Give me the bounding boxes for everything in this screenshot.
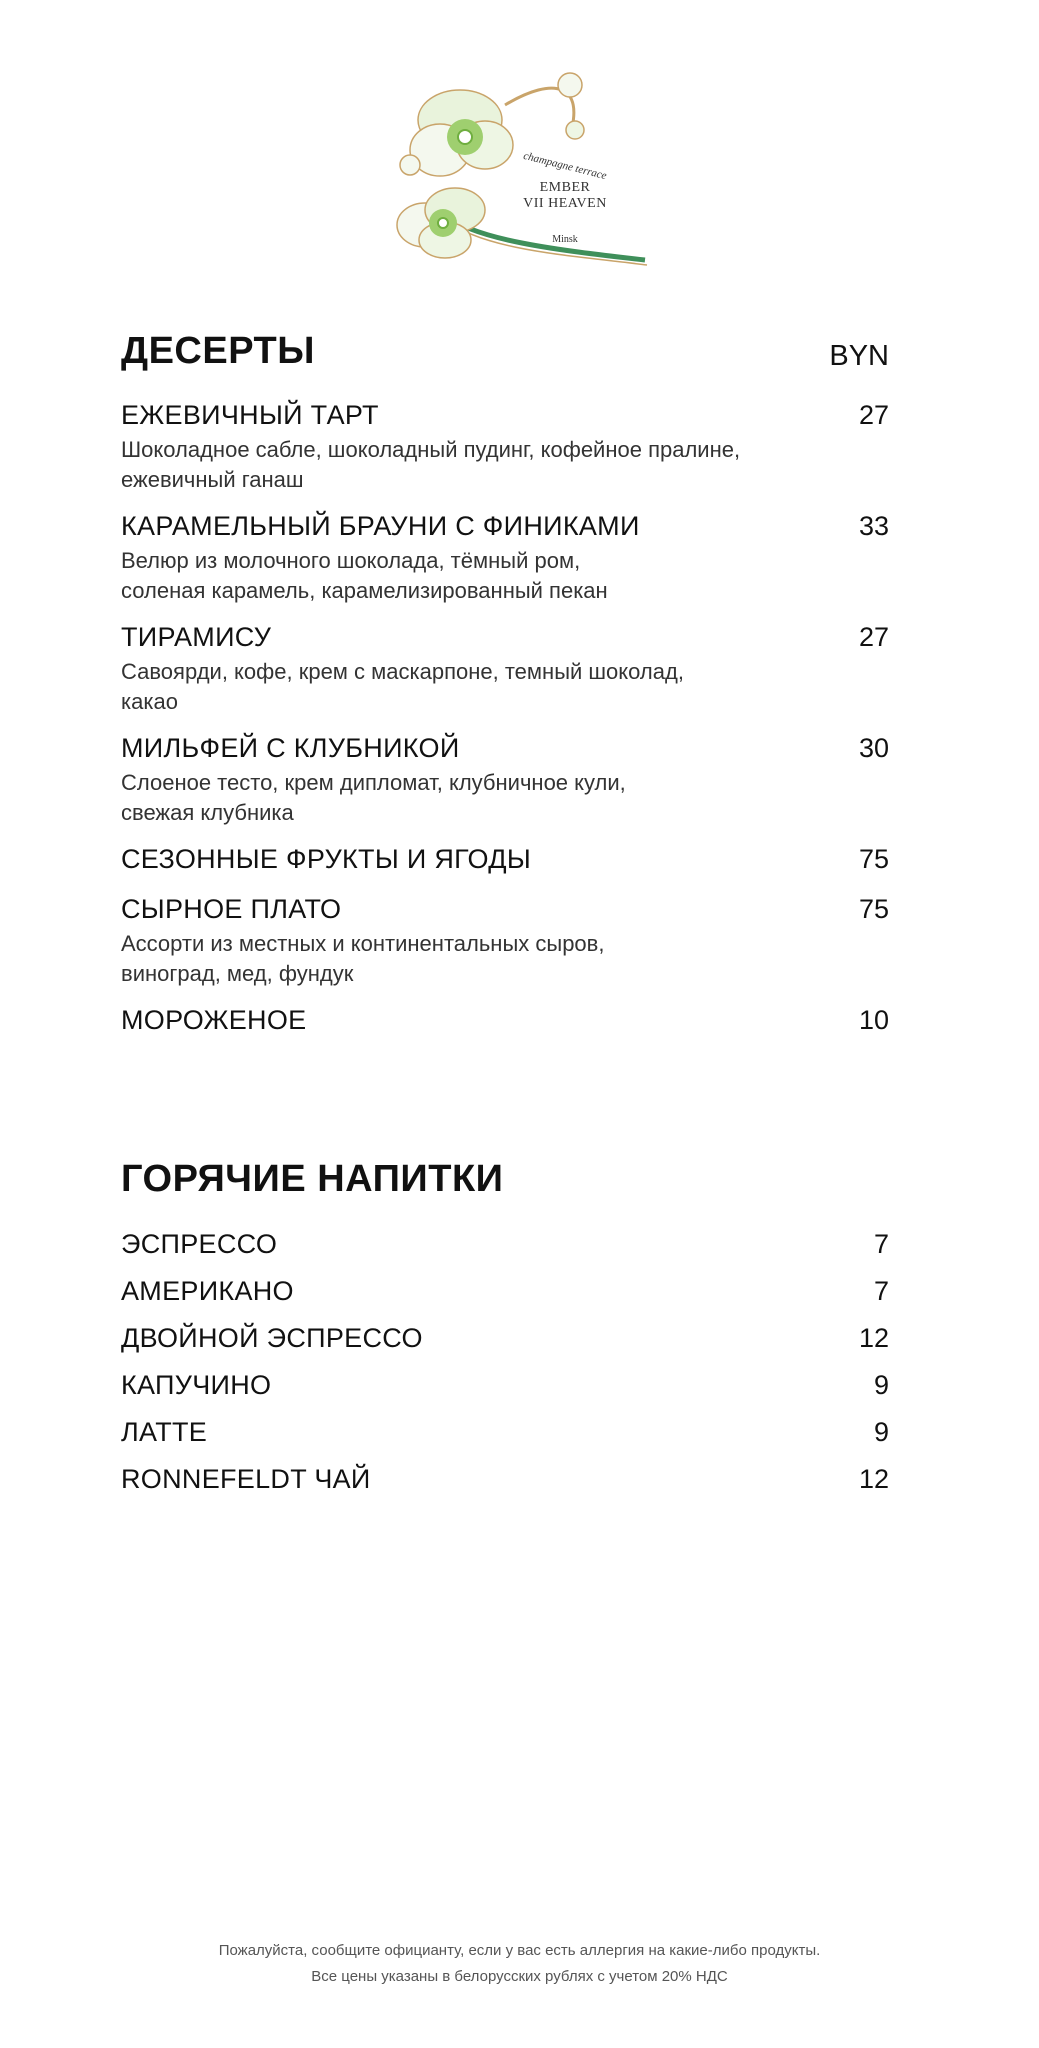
item-description: Савоярди, кофе, крем с маскарпоне, темный шоколад, какао: [121, 659, 684, 714]
item-name: КАРАМЕЛЬНЫЙ БРАУНИ С ФИНИКАМИ: [121, 511, 640, 541]
item-price: 33: [858, 511, 889, 541]
item-name: МОРОЖЕНОЕ: [121, 1005, 307, 1035]
logo-city: Minsk: [552, 234, 578, 245]
item-name: ЕЖЕВИЧНЫЙ ТАРТ: [121, 400, 379, 430]
logo-name-line1: EMBER: [539, 180, 591, 195]
hot-drinks-title: ГОРЯЧИЕ НАПИТКИ: [121, 1158, 504, 1200]
menu-item: [121, 1370, 889, 1401]
item-price: 27: [858, 622, 889, 652]
menu-item: [121, 1464, 889, 1495]
menu-item: [121, 1323, 889, 1354]
menu-item: [121, 1417, 889, 1448]
menu-item: [121, 894, 889, 989]
menu-item: [121, 622, 889, 717]
footer-note: [0, 1938, 1039, 1990]
menu-item: [121, 511, 889, 606]
item-price: 27: [858, 400, 889, 430]
item-description: Велюр из молочного шоколада, тёмный ром, соленая карамель, карамелизированный пекан: [121, 548, 608, 603]
item-name: RONNEFELDT ЧАЙ: [121, 1464, 371, 1494]
item-description: Шоколадное сабле, шоколадный пудинг, кофейное пралине, ежевичный ганаш: [121, 437, 741, 492]
item-description: Слоеное тесто, крем дипломат, клубничное кули, свежая клубника: [121, 770, 626, 825]
menu-item: [121, 1276, 889, 1307]
item-price: 9: [873, 1370, 889, 1400]
item-price: 30: [858, 733, 889, 763]
logo-text: [500, 149, 630, 245]
logo-name-line2: VII HEAVEN: [523, 196, 607, 211]
item-name: ДВОЙНОЙ ЭСПРЕССО: [121, 1323, 423, 1353]
item-name: ТИРАМИСУ: [121, 622, 272, 652]
menu-item: [121, 1005, 889, 1036]
item-name: ЭСПРЕССО: [121, 1229, 278, 1259]
item-name: МИЛЬФЕЙ С КЛУБНИКОЙ: [121, 733, 460, 763]
item-price: 9: [873, 1417, 889, 1447]
desserts-title: ДЕСЕРТЫ: [121, 330, 315, 372]
item-price: 12: [858, 1323, 889, 1353]
menu-item: [121, 733, 889, 828]
restaurant-logo: [385, 65, 655, 280]
item-price: 7: [873, 1276, 889, 1306]
item-price: 10: [858, 1005, 889, 1035]
allergy-note: Пожалуйста, сообщите официанту, если у вас есть аллергия на какие-либо продукты.: [218, 1942, 821, 1959]
item-name: СЫРНОЕ ПЛАТО: [121, 894, 342, 924]
item-name: КАПУЧИНО: [121, 1370, 272, 1400]
currency-label: BYN: [829, 340, 889, 372]
menu-item: [121, 844, 889, 875]
menu-item: [121, 400, 889, 495]
item-price: 75: [858, 894, 889, 924]
logo-subtitle: champagne terrace: [522, 149, 608, 183]
price-note: Все цены указаны в белорусских рублях с учетом 20% НДС: [311, 1968, 728, 1985]
item-description: Ассорти из местных и континентальных сыров, виноград, мед, фундук: [121, 931, 605, 986]
item-name: ЛАТТЕ: [121, 1417, 208, 1447]
menu-item: [121, 1229, 889, 1260]
item-name: АМЕРИКАНО: [121, 1276, 294, 1306]
item-name: СЕЗОННЫЕ ФРУКТЫ И ЯГОДЫ: [121, 844, 532, 874]
item-price: 12: [858, 1464, 889, 1494]
item-price: 7: [873, 1229, 889, 1259]
item-price: 75: [858, 844, 889, 874]
